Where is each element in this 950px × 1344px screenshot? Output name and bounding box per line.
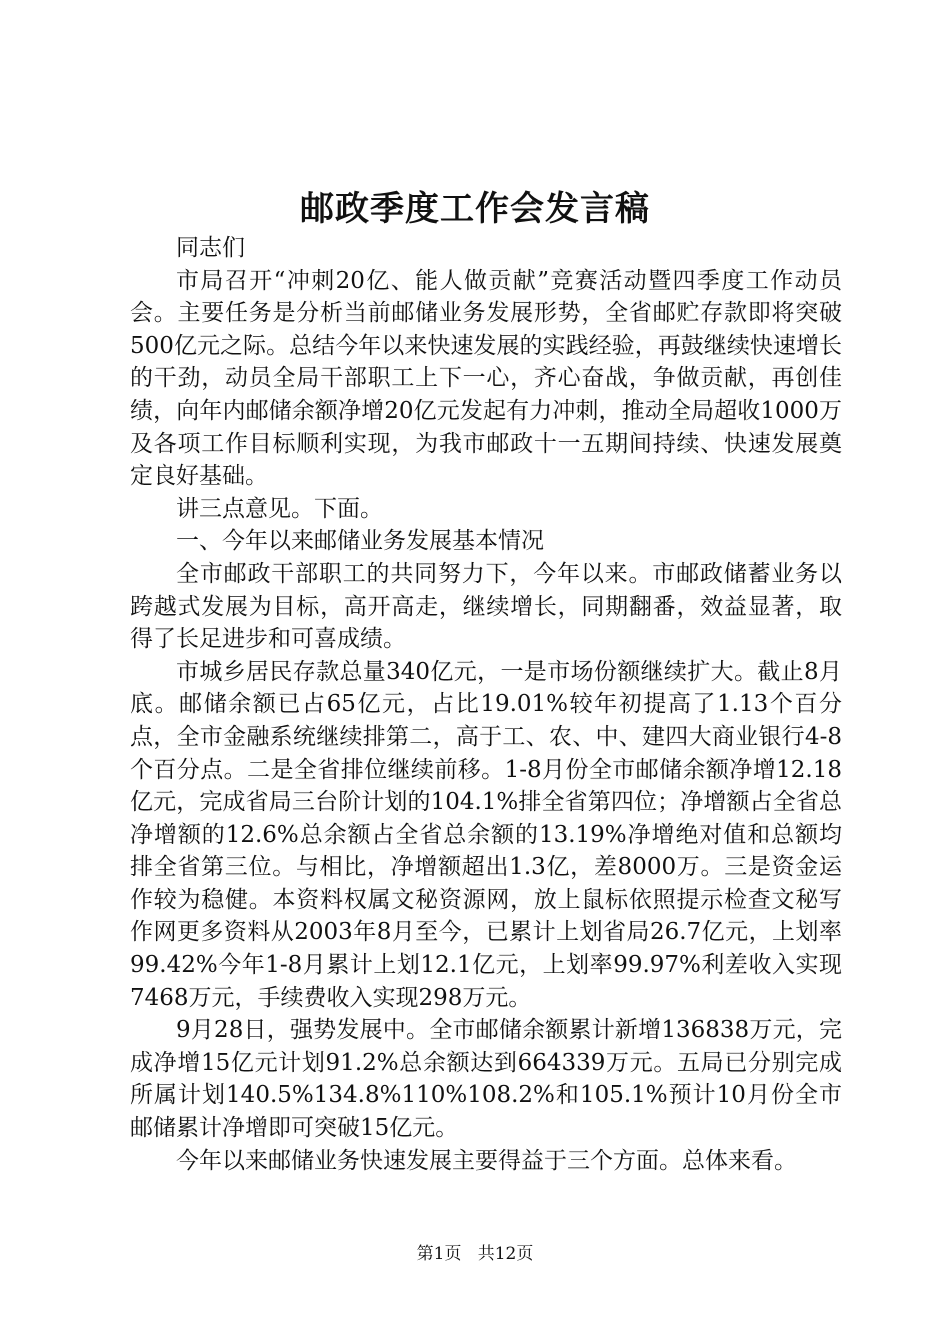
page-total: 共12页 bbox=[477, 1244, 534, 1264]
paragraph: 9月28日，强势发展中。全市邮储余额累计新增136838万元，完成净增15亿元计划91.2%总余额达到664339万元。五局已分别完成所属计划140.5%134.8%110%108.2%和105.1%预计10月份全市邮储累计净增即可突破15亿元。 bbox=[130, 1017, 842, 1142]
paragraph: 全市邮政干部职工的共同努力下，今年以来。市邮政储蓄业务以跨越式发展为目标，高开高走，继续增长，同期翻番，效益显著，取得了长足进步和可喜成绩。 bbox=[130, 560, 842, 653]
page-number: 第1页 bbox=[416, 1244, 462, 1264]
page-footer bbox=[0, 1242, 950, 1266]
paragraph: 讲三点意见。下面。 bbox=[176, 495, 383, 522]
paragraph: 今年以来邮储业务快速发展主要得益于三个方面。总体来看。 bbox=[176, 1147, 797, 1174]
document-title: 邮政季度工作会发言稿 bbox=[300, 189, 650, 229]
section-heading: 一、今年以来邮储业务发展基本情况 bbox=[176, 528, 544, 555]
document-body bbox=[130, 232, 842, 1177]
paragraph: 市局召开“冲刺20亿、能人做贡献”竞赛活动暨四季度工作动员会。主要任务是分析当前邮储业务发展形势，全省邮贮存款即将突破500亿元之际。总结今年以来快速发展的实践经验，再鼓继续快速增长的干劲，动员全局干部职工上下一心，齐心奋战，争做贡献，再创佳绩，向年内邮储余额净增20亿元发起有力冲刺，推动全局超收1000万及各项工作目标顺利实现，为我市邮政十一五期间持续、快速发展奠定良好基础。 bbox=[130, 267, 842, 490]
paragraph: 市城乡居民存款总量340亿元，一是市场份额继续扩大。截止8月底。邮储余额已占65亿元，占比19.01%较年初提高了1.13个百分点，全市金融系统继续排第二，高于工、农、中、建四大商业银行4-8个百分点。二是全省排位继续前移。1-8月份全市邮储余额净增12.18亿元，完成省局三台阶计划的104.1%排全省第四位；净增额占全省总净增额的12.6%总余额占全省总余额的13.19%净增绝对值和总额均排全省第三位。与相比，净增额超出1.3亿，差8000万。三是资金运作较为稳健。本资料权属文秘资源网，放上鼠标依照提示检查文秘写作网更多资料从2003年8月至今，已累计上划省局26.7亿元，上划率99.42%今年1-8月累计上划12.1亿元，上划率99.97%利差收入实现7468万元，手续费收入实现298万元。 bbox=[130, 658, 842, 1011]
paragraph-salutation: 同志们 bbox=[176, 235, 245, 261]
